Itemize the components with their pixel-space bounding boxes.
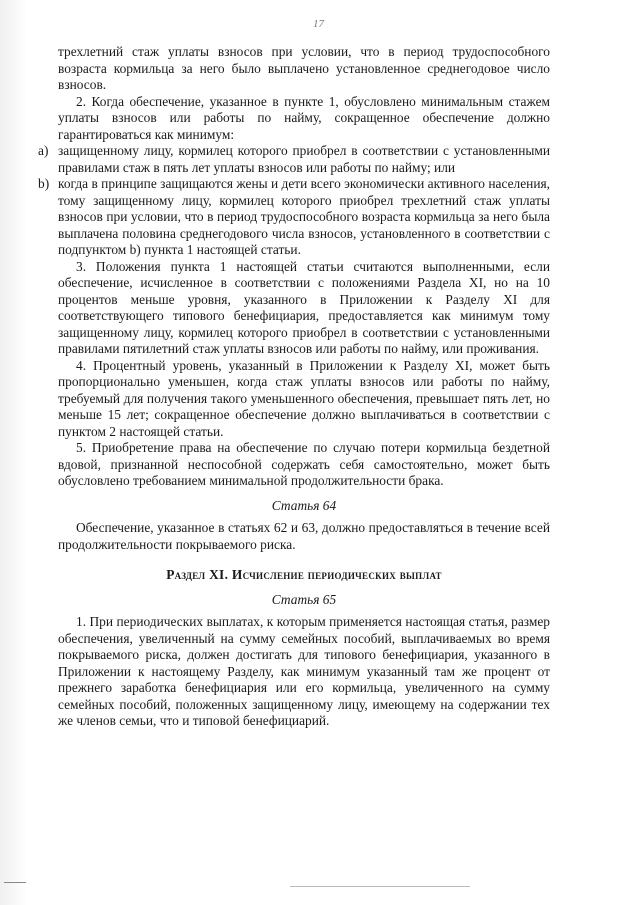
page-number: 17: [313, 18, 324, 30]
paragraph-point-5: 5. Приобретение права на обеспечение по случаю потери кормильца бездетной вдовой, признанной неспособной содержать себя самостоятельно, может быть обусловлено требованием минимальной продолжительности брака.: [58, 440, 550, 488]
list-marker-b: b): [38, 176, 50, 191]
footer-rule: [290, 886, 470, 887]
document-body: [38, 44, 550, 730]
article-65-heading: Статья 65: [271, 591, 337, 607]
paragraph-point-3: 3. Положения пункта 1 настоящей статьи считаются выполненными, если обеспечение, исчисленное в соответствии с положениями Раздела XI, но на 10 процентов меньше уровня, указанного в Приложении к Разделу XI для соответствующего типового бенефициария, предоставляется как минимум тому защищенному лицу, кормилец которого приобрел в соответствии с установленными правилами пятилетний стаж уплаты взносов или работы по найму, или проживания.: [58, 258, 550, 356]
paragraph-point-4: 4. Процентный уровень, указанный в Приложении к Разделу XI, может быть пропорционально уменьшен, когда стаж уплаты взносов или работы по найму, требуемый для получения такого уменьшенного обеспечения, превышает пять лет, но меньше 15 лет; сокращенное обеспечение должно выплачиваться в соответствии с пунктом 2 настоящей статьи.: [58, 357, 550, 439]
section-xi-heading: Раздел XI. Исчисление периодических выплат: [166, 567, 442, 582]
list-item-a: [38, 143, 550, 176]
scan-artifact-mark: [4, 882, 26, 883]
paragraph-point-2: 2. Когда обеспечение, указанное в пункте 1, обусловлено минимальным стажем уплаты взносов или работы по найму, сокращенное обеспечение должно гарантироваться как минимум:: [58, 93, 550, 142]
article-64-heading: Статья 64: [271, 497, 337, 513]
paragraph-article-65-point-1: 1. При периодических выплатах, к которым применяется настоящая статья, размер обеспечения, увеличенный на сумму семейных пособий, выплачиваемых во время покрываемого риска, должен достигать для типового бенефициария, указанного в Приложении к настоящему Разделу, как минимум указанный там же процент от прежнего заработка бенефициария или его кормильца, увеличенного на сумму семейных пособий, положенных защищенному лицу, имеющему на содержании тех же членов семьи, что и типовой бенефициарий.: [58, 614, 550, 728]
list-marker-a: a): [38, 143, 49, 158]
list-item-b: [38, 176, 550, 259]
paragraph-article-64: Обеспечение, указанное в статьях 62 и 63, должно предоставляться в течение всей продолжительности покрываемого риска.: [58, 520, 550, 552]
paragraph-continuation: трехлетний стаж уплаты взносов при условии, что в период трудоспособного возраста кормильца за него было выплачено установленное среднегодовое число взносов.: [58, 44, 550, 92]
list-item-a-text: защищенному лицу, кормилец которого приобрел в соответствии с установленными правилами стаж в пять лет уплаты взносов или работы по найму; или: [58, 143, 550, 175]
scan-shadow-edge: [0, 0, 28, 905]
list-item-b-text: когда в принципе защищаются жены и дети всего экономически активного населения, тому защищенному лицу, кормилец которого приобрел трехлетний стаж уплаты взносов при условии, что в период трудоспособного возраста кормильца за него была выплачена половина среднегодового числа взносов, установленного в соответствии с подпунктом b) пункта 1 настоящей статьи.: [58, 176, 550, 257]
